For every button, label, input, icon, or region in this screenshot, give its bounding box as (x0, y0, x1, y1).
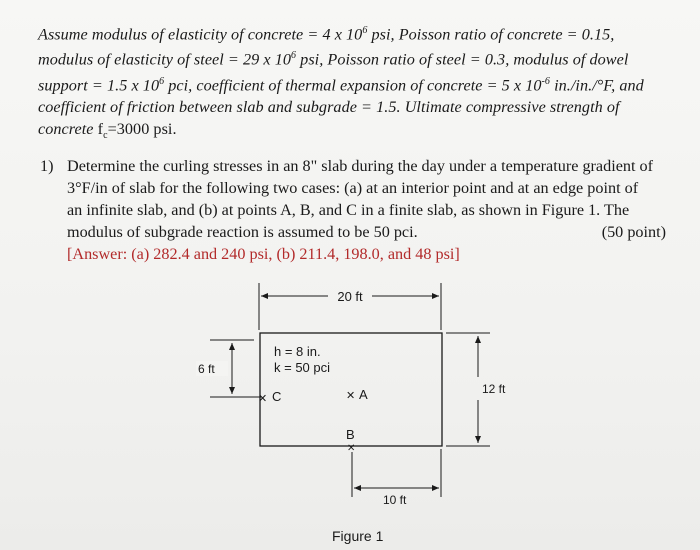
question-answer: [Answer: (a) 282.4 and 240 psi, (b) 211.4, 198.0, and 48 psi] (67, 245, 460, 263)
intro-line-4: coefficient of friction between slab and subgrade = 1.5. Ultimate compressive strength of (38, 98, 620, 117)
point-c-marker: ✕ (258, 393, 268, 405)
question-line-4: modulus of subgrade reaction is assumed to be 50 pci. (50 point) (67, 223, 666, 241)
top-dim-arrow-right (432, 293, 439, 299)
modulus-label: k = 50 pci (274, 360, 331, 375)
bottom-dim-arrow-right (432, 485, 439, 491)
right-dim-arrow-bottom (475, 436, 481, 443)
question-line-1: Determine the curling stresses in an 8" slab during the day under a temperature gradient of (67, 157, 654, 175)
left-offset-label: 6 ft (198, 362, 215, 376)
question-line-3: an infinite slab, and (b) at points A, B, and C in a finite slab, as shown in Figure 1. The (67, 201, 630, 219)
height-label: 12 ft (482, 382, 506, 396)
bottom-offset-label: 10 ft (383, 493, 407, 507)
point-c-label: C (272, 389, 282, 404)
intro-line-3: support = 1.5 x $10^6$ pci, coefficient of thermal expansion of concrete = 5 x $10^{-6}$ in./in./°F, and (38, 75, 644, 95)
point-b-marker: ✕ (347, 443, 356, 454)
intro-line-5: concrete $f_c=3000$ psi. (38, 120, 177, 142)
point-a-label: A (359, 387, 368, 402)
question-points: (50 point) (601, 223, 666, 241)
point-a-marker: ✕ (346, 390, 356, 402)
left-dim-arrow-bottom (229, 387, 235, 394)
intro-line-2: modulus of elasticity of steel = 29 x $10^6$ psi, Poisson ratio of steel = 0.3, modulus of dowel (38, 50, 629, 69)
top-dim-arrow-left (261, 293, 268, 299)
thickness-label: h = 8 in. (274, 344, 321, 359)
intro-line-1: Assume modulus of elasticity of concrete = 4 x $10^6$ psi, Poisson ratio of concrete = 0.15, (38, 25, 615, 44)
question-number: 1) (40, 157, 54, 175)
right-dim-arrow-top (475, 336, 481, 343)
width-label: 20 ft (337, 289, 363, 304)
point-b-label: B (346, 427, 355, 442)
bottom-dim-arrow-left (354, 485, 361, 491)
left-dim-arrow-top (229, 343, 235, 350)
question-line-2: 3°F/in of slab for the following two cases: (a) at an interior point and at an edge point of (67, 179, 639, 197)
figure-caption: Figure 1 (332, 528, 384, 544)
